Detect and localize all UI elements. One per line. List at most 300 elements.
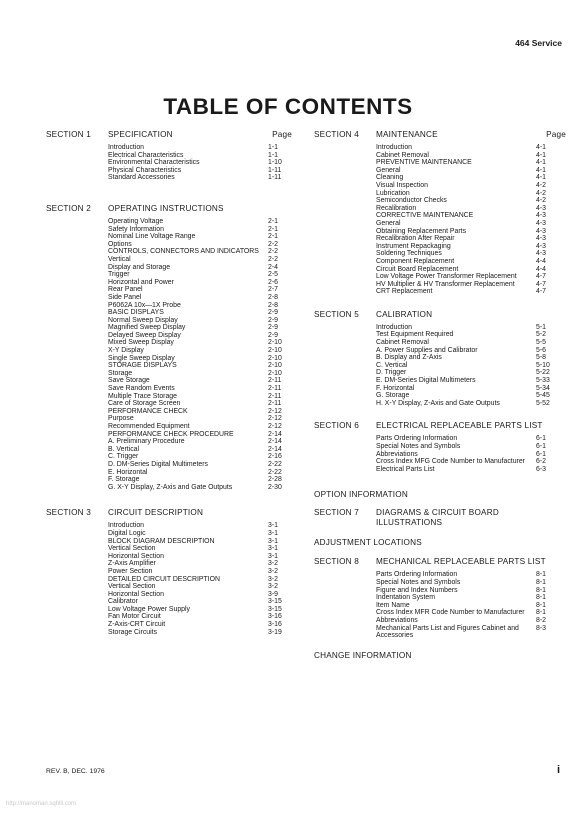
toc-entry: [108, 144, 292, 152]
toc-entry: [376, 258, 566, 266]
toc-entry-label: C. Trigger: [108, 453, 139, 461]
toc-entry: [108, 568, 292, 576]
toc-entry-label: Cabinet Removal: [376, 151, 429, 159]
toc-entry-label: Instrument Repackaging: [376, 242, 451, 250]
toc-entry-page: 3-2: [268, 567, 278, 575]
toc-entry-label: Vertical Section: [108, 545, 156, 553]
toc-entry-label: Low Voltage Power Transformer Replacement: [376, 273, 517, 281]
section-title: MECHANICAL REPLACEABLE PARTS LIST: [376, 557, 546, 567]
page-column-header: Page: [272, 130, 292, 139]
toc-entry-page: 2-16: [268, 453, 282, 461]
toc-entry-page: 5-5: [536, 339, 546, 347]
toc-entry-label: Obtaining Replacement Parts: [376, 227, 467, 235]
toc-entry-page: 2-10: [268, 354, 282, 362]
toc-entry-page: 8-3: [536, 624, 546, 632]
section-heading: [46, 130, 292, 140]
section-entries: [376, 324, 566, 408]
toc-entry-page: 6-1: [536, 450, 546, 458]
toc-entry-page: 3-1: [268, 545, 278, 553]
toc-entry-page: 2-10: [268, 362, 282, 370]
toc-entry-label: BLOCK DIAGRAM DESCRIPTION: [108, 537, 215, 545]
toc-entry-label: Cabinet Removal: [376, 339, 429, 347]
section-title: DIAGRAMS & CIRCUIT BOARD ILLUSTRATIONS: [376, 508, 499, 528]
toc-entry-page: 2-9: [268, 309, 278, 317]
toc-entry-page: 4-3: [536, 227, 546, 235]
toc-entry-label: Horizontal and Power: [108, 278, 174, 286]
toc-entry: [108, 438, 292, 446]
toc-entry: [376, 602, 566, 610]
toc-entry-label: Introduction: [376, 144, 413, 151]
toc-left-column: [46, 130, 292, 639]
toc-entry-page: 4-1: [536, 151, 546, 159]
toc-entry-page: 4-3: [536, 235, 546, 243]
toc-entry: [376, 458, 566, 466]
toc-entry: [376, 159, 566, 167]
toc-entry: [376, 235, 566, 243]
section-number: SECTION 1: [46, 130, 92, 139]
toc-entry: [376, 377, 566, 385]
toc-entry-label: Horizontal Section: [108, 552, 164, 560]
toc-section: [46, 204, 292, 491]
toc-entry-label: Figure and Index Numbers: [376, 586, 458, 594]
toc-entry-label: Single Sweep Display: [108, 354, 175, 362]
toc-entry-label: Environmental Characteristics: [108, 159, 200, 167]
toc-entry-label: Mechanical Parts List and Figures Cabinet and Accessories: [376, 624, 519, 640]
toc-entry-page: 4-7: [536, 280, 546, 288]
toc-entry-label: General: [376, 219, 401, 227]
toc-entry-label: Side Panel: [108, 293, 142, 301]
toc-entry: [108, 226, 292, 234]
toc-entry-label: CRT Replacement: [376, 288, 433, 296]
section-title: CALIBRATION: [376, 309, 433, 319]
section-title: ELECTRICAL REPLACEABLE PARTS LIST: [376, 421, 543, 431]
toc-entry: [108, 453, 292, 461]
toc-entry-page: 4-3: [536, 219, 546, 227]
section-number: SECTION 2: [46, 203, 92, 213]
section-number: SECTION 8: [314, 557, 360, 567]
toc-entry-page: 2-10: [268, 369, 282, 377]
toc-entry-page: 8-1: [536, 578, 546, 586]
toc-entry-label: Fan Motor Circuit: [108, 613, 161, 621]
toc-entry-label: Soldering Techniques: [376, 250, 442, 258]
toc-entry-page: 2-8: [268, 301, 278, 309]
toc-entry: [376, 617, 566, 625]
toc-entry-page: 2-1: [268, 233, 278, 241]
adjustment-locations-heading: ADJUSTMENT LOCATIONS: [314, 538, 422, 548]
toc-entry-label: Component Replacement: [376, 257, 455, 265]
toc-section: [314, 310, 566, 408]
section-title: CIRCUIT DESCRIPTION: [108, 508, 204, 518]
toc-entry: [108, 469, 292, 477]
toc-entry-label: Recalibration After Repair: [376, 235, 455, 243]
section-heading: [314, 130, 566, 140]
toc-entry-page: 5-2: [536, 331, 546, 339]
toc-entry: [108, 159, 292, 167]
toc-entry-label: Multiple Trace Storage: [108, 392, 177, 400]
toc-entry: [376, 571, 566, 579]
toc-entry: [108, 317, 292, 325]
page-number: i: [556, 764, 560, 776]
toc-entry-page: 4-1: [536, 166, 546, 174]
section-title: SPECIFICATION: [108, 130, 173, 139]
toc-entry-page: 3-15: [268, 605, 282, 613]
toc-entry-label: Introduction: [108, 522, 145, 530]
toc-entry: [108, 324, 292, 332]
toc-entry: [376, 347, 566, 355]
toc-entry-label: Purpose: [108, 415, 134, 423]
toc-entry-page: 2-22: [268, 468, 282, 476]
toc-entry: [108, 279, 292, 287]
toc-entry-label: Save Storage: [108, 377, 150, 385]
toc-entry-page: 3-1: [268, 537, 278, 545]
toc-entry-page: 4-2: [536, 181, 546, 189]
toc-entry: [376, 339, 566, 347]
toc-entry: [376, 174, 566, 182]
toc-entry-label: Indentation System: [376, 594, 435, 602]
page-title: TABLE OF CONTENTS: [163, 94, 413, 119]
toc-entry-label: PERFORMANCE CHECK PROCEDURE: [108, 430, 234, 438]
toc-entry-page: 2-12: [268, 415, 282, 423]
toc-entry-page: 2-9: [268, 331, 278, 339]
toc-entry-label: Vertical: [108, 255, 131, 263]
toc-entry-page: 3-2: [268, 583, 278, 591]
toc-entry-label: Operating Voltage: [108, 217, 164, 225]
toc-entry-page: 2-11: [268, 392, 282, 400]
toc-entry: [376, 205, 566, 213]
toc-entry-label: Low Voltage Power Supply: [108, 605, 190, 613]
section-heading: [46, 204, 292, 214]
toc-entry-page: 4-3: [536, 212, 546, 220]
toc-entry-label: Abbreviations: [376, 450, 418, 458]
toc-entry-label: CONTROLS, CONNECTORS AND INDICATORS: [108, 248, 259, 256]
toc-entry-label: Item Name: [376, 601, 410, 609]
toc-entry-label: A. Power Supplies and Calibrator: [376, 346, 478, 354]
toc-entry: [376, 443, 566, 451]
toc-entry: [108, 408, 292, 416]
toc-entry-label: Storage Circuits: [108, 628, 158, 636]
toc-entry-label: Rear Panel: [108, 286, 143, 294]
toc-entry-page: 8-1: [536, 571, 546, 579]
toc-entry-label: A. Preliminary Procedure: [108, 438, 185, 446]
toc-entry-page: 2-1: [268, 225, 278, 233]
toc-entry: [108, 545, 292, 553]
toc-entry: [376, 369, 566, 377]
toc-entry-page: 3-2: [268, 575, 278, 583]
toc-entry-label: CORRECTIVE MAINTENANCE: [376, 212, 474, 220]
section-entries: [108, 144, 292, 182]
toc-entry: [108, 174, 292, 182]
section-number: SECTION 4: [314, 130, 360, 139]
toc-entry-label: Z-Axis Amplifier: [108, 560, 156, 568]
toc-entry: [108, 218, 292, 226]
toc-entry-label: Circuit Board Replacement: [376, 265, 459, 273]
toc-entry-page: 2-11: [268, 400, 282, 408]
toc-entry-page: 4-4: [536, 257, 546, 265]
toc-entry-page: 3-19: [268, 628, 282, 636]
toc-entry: [108, 264, 292, 272]
toc-entry-label: Delayed Sweep Display: [108, 331, 181, 339]
toc-entry: [108, 152, 292, 160]
toc-entry-page: 2-6: [268, 278, 278, 286]
toc-entry: [376, 324, 566, 332]
section-8-heading: [314, 557, 566, 567]
toc-entry: [108, 591, 292, 599]
toc-entry: [108, 415, 292, 423]
toc-entry-label: Lubrication: [376, 189, 410, 197]
toc-entry-label: Calibrator: [108, 598, 138, 606]
watermark-url: http://manoman.sqhill.com: [6, 801, 77, 807]
toc-entry-page: 5-52: [536, 399, 550, 407]
toc-entry-page: 2-4: [268, 263, 278, 271]
toc-entry-page: 5-22: [536, 369, 550, 377]
toc-entry-label: Horizontal Section: [108, 590, 164, 598]
toc-entry-page: 4-7: [536, 273, 546, 281]
toc-entry-label: Save Random Events: [108, 385, 175, 393]
toc-entry-page: 2-10: [268, 339, 282, 347]
toc-entry-label: Magnified Sweep Display: [108, 324, 186, 332]
toc-entry: [108, 629, 292, 637]
toc-entry-page: 5-6: [536, 346, 546, 354]
toc-entry: [108, 583, 292, 591]
toc-entry-page: 2-12: [268, 407, 282, 415]
toc-section: [46, 130, 292, 182]
toc-entry-page: 2-11: [268, 385, 282, 393]
toc-entry-label: G. X-Y Display, Z-Axis and Gate Outputs: [108, 483, 233, 491]
toc-entry-label: Mixed Sweep Display: [108, 339, 174, 347]
toc-entry-label: Special Notes and Symbols: [376, 443, 461, 450]
page-column-header: Page: [546, 130, 566, 139]
toc-entry-label: Nominal Line Voltage Range: [108, 233, 196, 241]
toc-entry-page: 3-15: [268, 598, 282, 606]
toc-entry-page: 2-22: [268, 460, 282, 468]
toc-entry-page: 8-1: [536, 601, 546, 609]
toc-entry: [376, 625, 566, 640]
toc-entry-label: Digital Logic: [108, 529, 146, 537]
toc-right-column: [314, 130, 566, 661]
toc-entry: [376, 228, 566, 236]
toc-entry-page: 2-9: [268, 316, 278, 324]
toc-entry: [376, 392, 566, 400]
section-7-heading: [314, 508, 566, 528]
toc-entry-page: 3-16: [268, 621, 282, 629]
toc-entry-label: Z-Axis-CRT Circuit: [108, 621, 166, 629]
toc-entry-label: General: [376, 166, 401, 174]
toc-entry: [108, 621, 292, 629]
toc-entry: [108, 484, 292, 492]
toc-entry-label: E. Horizontal: [108, 468, 148, 476]
toc-entry: [376, 435, 566, 443]
toc-entry: [108, 233, 292, 241]
toc-entry: [108, 606, 292, 614]
toc-entry-label: Electrical Parts List: [376, 465, 435, 473]
toc-entry-label: Display and Storage: [108, 263, 171, 271]
toc-entry-page: 4-2: [536, 197, 546, 205]
toc-entry: [108, 271, 292, 279]
toc-entry: [376, 331, 566, 339]
section-title: OPERATING INSTRUCTIONS: [108, 203, 224, 213]
toc-entry-page: 1-10: [268, 159, 282, 167]
toc-entry-page: 2-8: [268, 293, 278, 301]
section-entries: [108, 522, 292, 636]
toc-entry: [376, 212, 566, 220]
section-number: SECTION 3: [46, 508, 92, 518]
toc-entry-page: 2-2: [268, 240, 278, 248]
toc-entry: [108, 370, 292, 378]
toc-entry-page: 3-1: [268, 522, 278, 530]
toc-entry: [376, 451, 566, 459]
toc-entry: [108, 339, 292, 347]
toc-entry: [108, 538, 292, 546]
toc-entry-page: 3-1: [268, 552, 278, 560]
toc-entry-label: Cross Index MFG Code Number to Manufacturer: [376, 458, 525, 466]
toc-entry-label: P6062A 10x—1X Probe: [108, 301, 181, 309]
toc-entry-page: 6-1: [536, 435, 546, 443]
toc-entry: [108, 530, 292, 538]
toc-entry-label: PERFORMANCE CHECK: [108, 407, 188, 415]
option-information-heading: OPTION INFORMATION: [314, 490, 408, 500]
toc-entry-page: 8-1: [536, 609, 546, 617]
toc-entry-label: H. X-Y Display, Z-Axis and Gate Outputs: [376, 399, 500, 407]
toc-entry-label: Parts Ordering Information: [376, 435, 458, 443]
toc-entry-page: 3-16: [268, 613, 282, 621]
section-entries: [376, 144, 566, 296]
toc-entry: [376, 152, 566, 160]
toc-entry-label: D. Trigger: [376, 369, 407, 377]
toc-entry: [108, 613, 292, 621]
section-heading: [46, 508, 292, 518]
toc-entry-page: 2-14: [268, 438, 282, 446]
toc-entry-label: E. DM-Series Digital Multimeters: [376, 377, 476, 385]
toc-entry: [108, 522, 292, 530]
section-number: SECTION 5: [314, 309, 360, 319]
toc-entry-page: 5-1: [536, 323, 546, 331]
toc-entry-page: 4-3: [536, 250, 546, 258]
toc-entry-page: 4-1: [536, 174, 546, 182]
toc-entry: [108, 355, 292, 363]
toc-entry: [108, 560, 292, 568]
toc-entry-page: 5-33: [536, 377, 550, 385]
toc-entry-page: 6-1: [536, 443, 546, 450]
toc-entry: [376, 385, 566, 393]
section-entries: [376, 435, 566, 473]
toc-entry: [108, 377, 292, 385]
toc-entry-label: Parts Ordering Information: [376, 571, 458, 579]
toc-entry: [108, 461, 292, 469]
toc-entry-label: Physical Characteristics: [108, 166, 182, 174]
toc-section: [46, 508, 292, 636]
toc-entry-page: 8-2: [536, 616, 546, 624]
toc-entry-page: 8-1: [536, 594, 546, 602]
toc-entry-page: 2-30: [268, 483, 282, 491]
toc-entry: [108, 476, 292, 484]
toc-entry: [108, 393, 292, 401]
toc-entry: [376, 197, 566, 205]
toc-entry: [376, 190, 566, 198]
toc-entry-page: 2-14: [268, 430, 282, 438]
revision-note: REV. B, DEC. 1976: [46, 768, 105, 775]
toc-entry: [376, 182, 566, 190]
toc-entry-page: 4-1: [536, 159, 546, 167]
toc-entry-page: 2-2: [268, 255, 278, 263]
toc-entry-page: 5-8: [536, 354, 546, 362]
toc-entry-page: 2-11: [268, 377, 282, 385]
toc-entry: [376, 220, 566, 228]
toc-entry-page: 2-2: [268, 248, 278, 256]
toc-entry: [108, 385, 292, 393]
toc-entry-label: Introduction: [376, 323, 413, 331]
toc-entry-page: 5-45: [536, 392, 550, 400]
toc-entry: [108, 576, 292, 584]
toc-entry: [376, 609, 566, 617]
toc-entry: [376, 167, 566, 175]
toc-entry: [376, 362, 566, 370]
toc-section: [314, 421, 566, 473]
toc-entry: [108, 286, 292, 294]
toc-entry-label: HV Multiplier & HV Transformer Replacement: [376, 280, 515, 288]
toc-entry: [108, 423, 292, 431]
section-number: SECTION 7: [314, 508, 360, 518]
toc-entry-page: 4-2: [536, 189, 546, 197]
toc-entry-label: DETAILED CIRCUIT DESCRIPTION: [108, 575, 220, 583]
manual-header: 464 Service: [515, 38, 562, 48]
toc-entry: [376, 587, 566, 595]
toc-section: [314, 130, 566, 296]
toc-entry: [376, 354, 566, 362]
toc-entry-label: Test Equipment Required: [376, 331, 454, 339]
toc-entry: [376, 243, 566, 251]
toc-entry: [376, 144, 566, 152]
toc-entry-label: B. Vertical: [108, 445, 140, 453]
toc-entry: [108, 400, 292, 408]
section-number: SECTION 6: [314, 421, 360, 431]
toc-entry-label: Normal Sweep Display: [108, 316, 178, 324]
toc-entry-label: Cross Index MFR Code Number to Manufacturer: [376, 609, 525, 617]
toc-entry-page: 2-5: [268, 271, 278, 279]
toc-entry: [108, 167, 292, 175]
toc-entry-label: Introduction: [108, 144, 145, 151]
toc-entry: [376, 594, 566, 602]
toc-entry-label: B. Display and Z-Axis: [376, 354, 442, 362]
toc-entry-label: Semiconductor Checks: [376, 197, 447, 205]
toc-entry: [108, 553, 292, 561]
toc-entry-page: 1-11: [268, 166, 282, 174]
toc-entry: [376, 288, 566, 296]
toc-entry-page: 4-4: [536, 265, 546, 273]
toc-entry-label: Power Section: [108, 567, 153, 575]
section-entries: [108, 218, 292, 491]
toc-entry-page: 6-2: [536, 458, 546, 466]
toc-entry-label: STORAGE DISPLAYS: [108, 362, 177, 370]
toc-entry-page: 3-9: [268, 590, 278, 598]
toc-entry: [108, 431, 292, 439]
toc-entry: [108, 362, 292, 370]
toc-entry-label: Visual Inspection: [376, 181, 428, 189]
toc-entry-page: 1-1: [268, 151, 278, 159]
toc-entry-label: Safety Information: [108, 225, 164, 233]
section-8-entries: [376, 571, 566, 639]
toc-entry-label: Care of Storage Screen: [108, 400, 181, 408]
toc-entry-page: 5-10: [536, 361, 550, 369]
toc-entry-label: F. Storage: [108, 476, 140, 484]
toc-entry-page: 1-11: [268, 174, 282, 182]
toc-entry-label: PREVENTIVE MAINTENANCE: [376, 159, 472, 167]
toc-entry-label: Cleaning: [376, 174, 404, 182]
toc-entry-page: 2-9: [268, 324, 278, 332]
toc-entry-label: Recommended Equipment: [108, 423, 190, 430]
section-heading: [314, 421, 566, 431]
toc-entry: [108, 302, 292, 310]
section-heading: [314, 310, 566, 320]
